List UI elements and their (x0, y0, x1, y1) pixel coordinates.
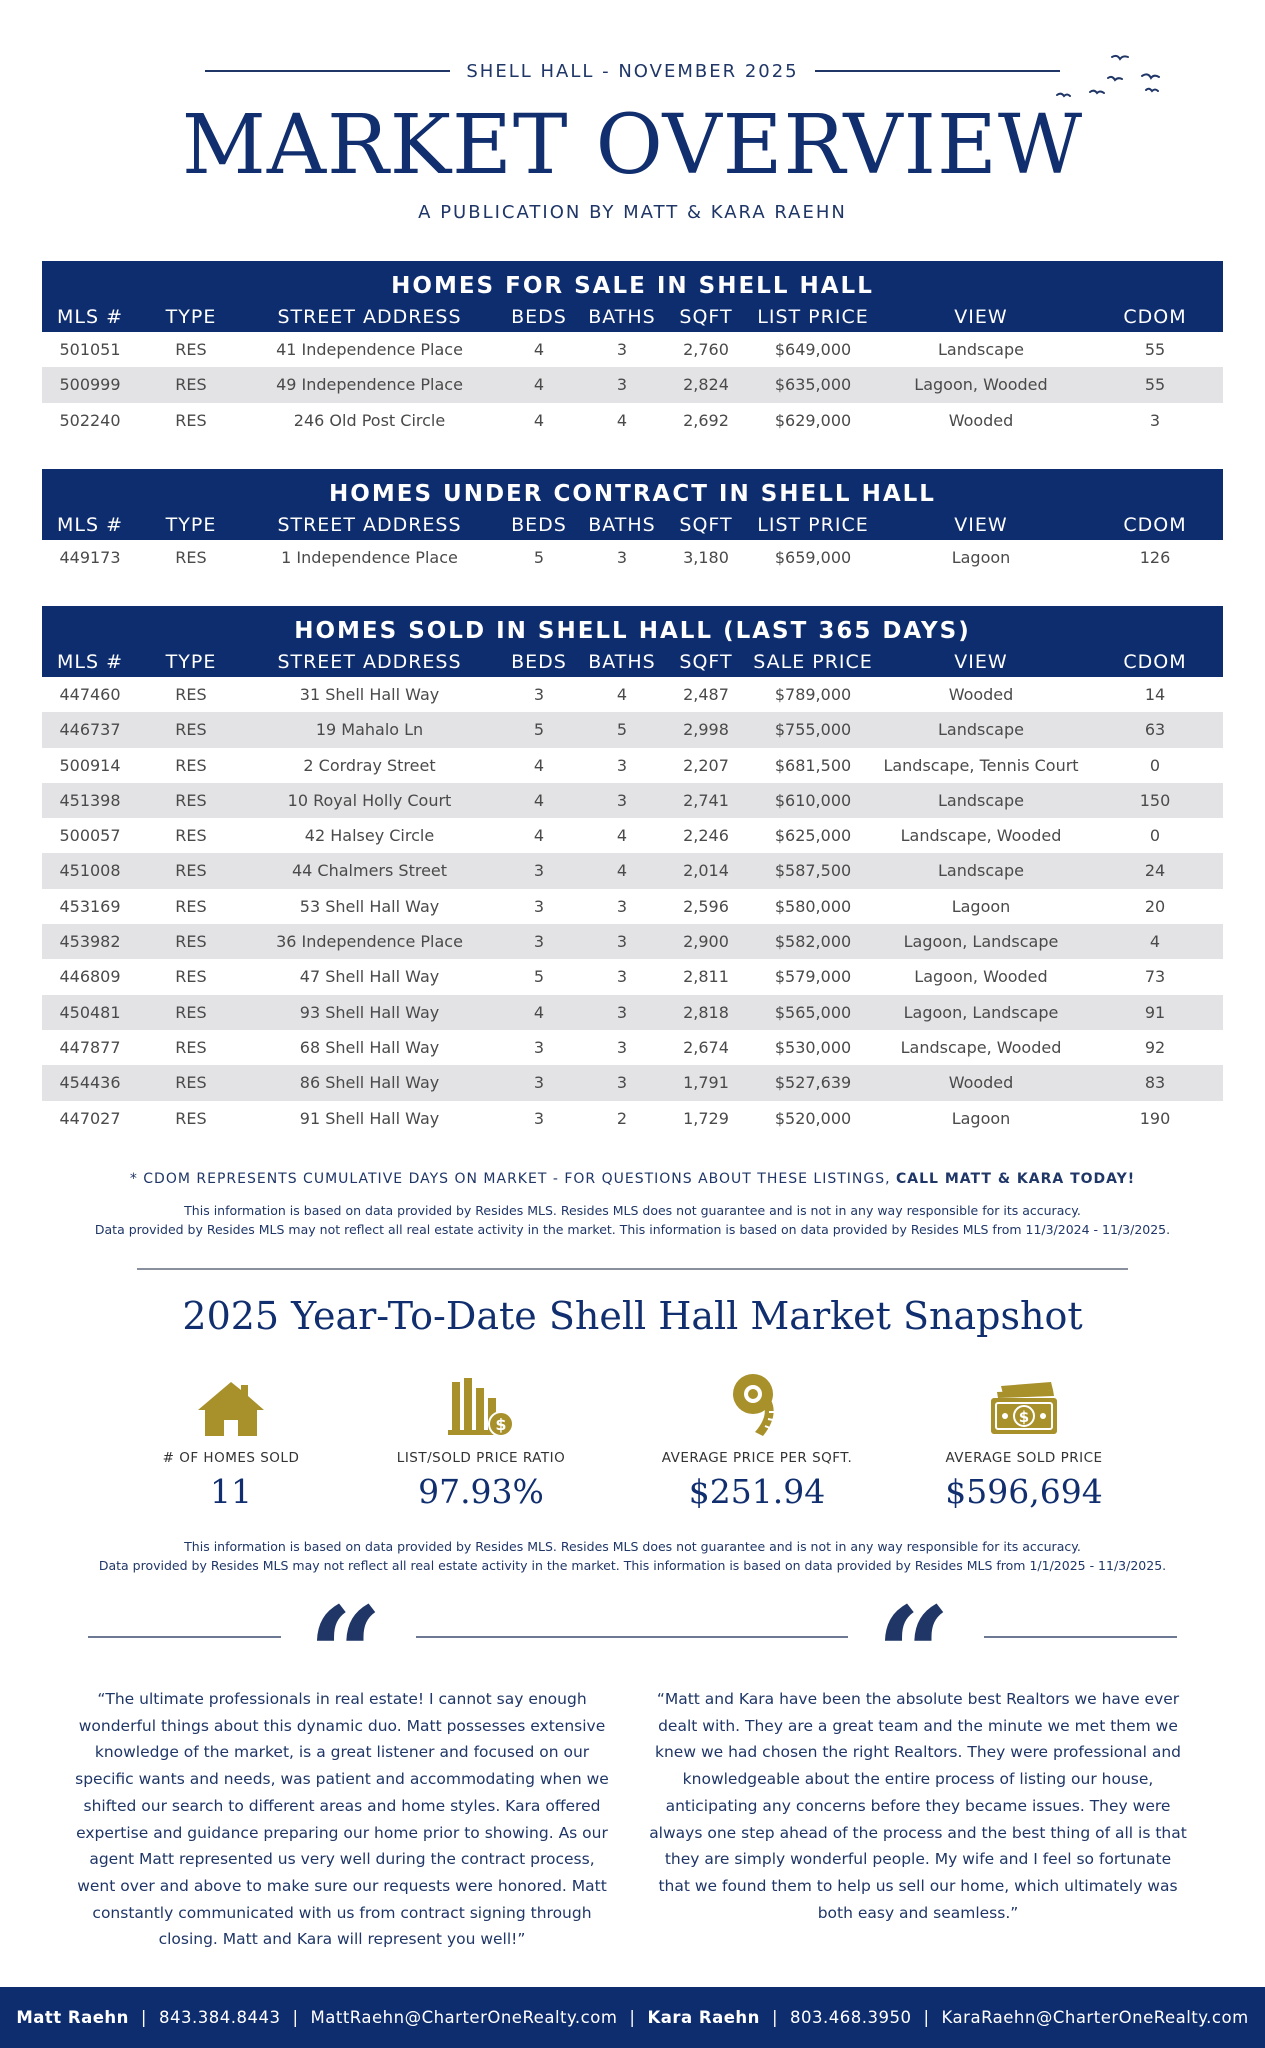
footer-separator: | (292, 2008, 299, 2027)
table-cell: RES (175, 548, 207, 567)
table-cell: 3 (533, 1108, 545, 1128)
table-row (42, 1065, 1223, 1100)
table-cell: $649,000 (774, 340, 852, 359)
page-title: MARKET OVERVIEW (181, 98, 1084, 193)
footer-separator: | (923, 2008, 930, 2027)
column-header: BATHS (588, 651, 656, 673)
stat-label: AVERAGE SOLD PRICE (945, 1450, 1103, 1466)
column-header: TYPE (165, 651, 217, 673)
bar-chart-dollar-icon (446, 1376, 516, 1438)
table-cell: Landscape, Wooded (900, 1037, 1062, 1057)
svg-text:$: $ (495, 1415, 507, 1434)
column-header: SQFT (679, 514, 733, 536)
table-cell: $580,000 (774, 896, 852, 916)
table-cell: 2,900 (683, 932, 729, 952)
table-cell: 447877 (59, 1037, 121, 1057)
table-cell: $565,000 (774, 1002, 852, 1022)
table-row (42, 853, 1223, 888)
quote-mark-icon: “ (876, 1578, 941, 1731)
table-cell: Landscape, Tennis Court (883, 755, 1079, 775)
table-cell: 1,791 (683, 1073, 729, 1093)
table-header (42, 469, 1223, 540)
table-cell: RES (175, 967, 207, 987)
table-cell: 93 Shell Hall Way (299, 1002, 440, 1022)
table-cell: 500999 (59, 375, 121, 395)
table-cell: Lagoon (951, 1108, 1011, 1128)
table-cell: 5 (533, 720, 545, 740)
table-cell: 55 (1144, 375, 1166, 395)
table-cell: 1 Independence Place (281, 548, 458, 567)
table-cell: 83 (1144, 1073, 1166, 1093)
column-header: TYPE (165, 306, 217, 328)
cash-stack-icon (987, 1380, 1061, 1438)
table-cell: 449173 (59, 548, 121, 567)
svg-text:$: $ (1018, 1408, 1030, 1426)
table-cell: $681,500 (774, 755, 852, 775)
disclaimer-line: Data provided by Resides MLS may not reflect all real estate activity in the market. This information is based on data provided by Resides MLS from 1/1/2025 - 11/3/2025. (98, 1558, 1167, 1573)
table-cell: 4 (616, 685, 628, 704)
table-cell: 3 (616, 932, 628, 952)
table-cell: 2,207 (683, 755, 729, 775)
table-cell: 246 Old Post Circle (293, 410, 446, 430)
table-cell: $610,000 (774, 790, 852, 810)
stat-price-ratio (361, 1372, 601, 1511)
table-cell: 31 Shell Hall Way (299, 685, 440, 704)
column-header: BEDS (511, 306, 567, 328)
snapshot-title: 2025 Year-To-Date Shell Hall Market Snapshot (182, 1294, 1083, 1338)
table-cell: 3 (616, 1037, 628, 1057)
table-cell: 10 Royal Holly Court (287, 790, 452, 810)
table-row (42, 924, 1223, 959)
stat-value: $596,694 (945, 1472, 1103, 1511)
column-header: SQFT (679, 306, 733, 328)
column-header: STREET ADDRESS (277, 514, 462, 536)
table-row (42, 540, 1223, 575)
quote-rule (984, 1636, 1177, 1638)
section-divider (137, 1268, 1128, 1270)
column-header: VIEW (954, 514, 1008, 536)
footer-separator: | (629, 2008, 636, 2027)
table-cell: Lagoon, Landscape (903, 932, 1059, 952)
footer-separator: | (771, 2008, 778, 2027)
table-title: HOMES SOLD IN SHELL HALL (LAST 365 DAYS) (294, 618, 971, 644)
table-cell: $629,000 (774, 410, 852, 430)
homes-under-contract-table (42, 469, 1223, 575)
table-cell: 19 Mahalo Ln (315, 720, 424, 740)
column-header: STREET ADDRESS (277, 306, 462, 328)
table-cell: 4 (533, 826, 545, 846)
table-cell: 3 (616, 1002, 628, 1022)
table-cell: 450481 (59, 1002, 121, 1022)
table-cell: 3 (533, 932, 545, 952)
header-kicker: SHELL HALL - NOVEMBER 2025 (466, 61, 799, 82)
table-cell: 2,811 (683, 967, 729, 987)
table-cell: 3 (533, 896, 545, 916)
table-cell: $625,000 (774, 826, 852, 846)
table-cell: 42 Halsey Circle (304, 826, 435, 846)
table-cell: 41 Independence Place (276, 340, 463, 359)
table-cell: 447460 (59, 685, 121, 704)
table-cell: 500914 (59, 755, 121, 775)
table-cell: 24 (1144, 861, 1166, 881)
table-cell: 451008 (59, 861, 121, 881)
table-body (42, 677, 1223, 1136)
table-cell: 4 (616, 410, 628, 430)
table-cell: RES (175, 1073, 207, 1093)
table-cell: 3 (616, 755, 628, 775)
table-cell: 2,741 (683, 790, 729, 810)
column-header: BATHS (588, 514, 656, 536)
table-cell: Landscape (938, 790, 1024, 810)
table-cell: Lagoon, Landscape (903, 1002, 1059, 1022)
column-header: LIST PRICE (757, 514, 869, 536)
table-cell: RES (175, 1108, 207, 1128)
table-title: HOMES FOR SALE IN SHELL HALL (391, 273, 874, 299)
table-cell: 0 (1149, 826, 1161, 846)
table-cell: 446809 (59, 967, 121, 987)
table-cell: Lagoon (951, 548, 1011, 567)
table-cell: $659,000 (774, 548, 852, 567)
column-header: CDOM (1123, 306, 1187, 328)
table-cell: 1,729 (683, 1108, 729, 1128)
homes-sold-table (42, 606, 1223, 1136)
column-header: MLS # (57, 514, 123, 536)
table-row (42, 367, 1223, 402)
table-cell: 3 (533, 1037, 545, 1057)
table-cell: $587,500 (774, 861, 852, 881)
table-cell: Lagoon, Wooded (914, 375, 1048, 395)
table-cell: 500057 (59, 826, 121, 846)
table-cell: RES (175, 896, 207, 916)
table-cell: 5 (533, 967, 545, 987)
table-cell: 3 (1149, 410, 1161, 430)
table-cell: 20 (1144, 896, 1166, 916)
table-cell: 92 (1144, 1037, 1166, 1057)
table-cell: RES (175, 1002, 207, 1022)
table-cell: 3 (616, 896, 628, 916)
table-cell: 453982 (59, 932, 121, 952)
table-cell: 126 (1139, 548, 1171, 567)
table-cell: 190 (1139, 1108, 1171, 1128)
column-header-row (42, 305, 1223, 332)
table-cell: Lagoon (951, 896, 1011, 916)
stat-value: 97.93% (418, 1472, 544, 1511)
agent-phone[interactable]: 843.384.8443 (158, 2008, 281, 2027)
cdom-note-cta: CALL MATT & KARA TODAY! (896, 1171, 1136, 1187)
table-cell: RES (175, 790, 207, 810)
quote-rule (88, 1636, 281, 1638)
table-cell: 91 Shell Hall Way (299, 1108, 440, 1128)
homes-for-sale-table (42, 261, 1223, 438)
table-cell: 4 (533, 340, 545, 359)
table-cell: 49 Independence Place (276, 375, 463, 395)
stat-label: LIST/SOLD PRICE RATIO (396, 1450, 566, 1466)
quote-mark-icon: “ (308, 1578, 373, 1731)
column-header: SALE PRICE (753, 651, 873, 673)
table-row (42, 959, 1223, 994)
table-cell: $582,000 (774, 932, 852, 952)
table-cell: 4 (1149, 932, 1161, 952)
table-cell: 4 (616, 826, 628, 846)
table-cell: RES (175, 340, 207, 359)
table-cell: Wooded (948, 1073, 1014, 1093)
table-cell: RES (175, 861, 207, 881)
table-cell: $579,000 (774, 967, 852, 987)
table-cell: $520,000 (774, 1108, 852, 1128)
table-header (42, 261, 1223, 332)
table-cell: RES (175, 375, 207, 395)
table-cell: 68 Shell Hall Way (299, 1037, 440, 1057)
table-cell: 2,674 (683, 1037, 729, 1057)
column-header: MLS # (57, 651, 123, 673)
table-row (42, 889, 1223, 924)
testimonial-left: “The ultimate professionals in real estate! I cannot say enough wonderful things about this dynamic duo. Matt possesses extensive knowledge of the market, is a great listener and focused on our specific wants and needs, was patient and accommodating when we shifted our search to different areas and home styles. Kara offered expertise and guidance preparing our home prior to showing. As our agent Matt represented us very well during the contract process, went over and above to make sure our requests were honored. Matt constantly communicated with us from contract signing through closing. Matt and Kara will represent you well!” (75, 1690, 609, 1949)
table-cell: 3 (616, 790, 628, 810)
table-cell: 2,596 (683, 896, 729, 916)
stat-value: 11 (210, 1472, 252, 1511)
table-cell: 3 (616, 967, 628, 987)
testimonial-right: “Matt and Kara have been the absolute best Realtors we have ever dealt with. They are a great team and the minute we met them we knew we had chosen the right Realtors. They were professional and knowledgeable about the entire process of listing our house, anticipating any concerns before they became issues. They were always one step ahead of the process and the best thing of all is that they are simply wonderful people. My wife and I feel so fortunate that we found them to help us sell our home, which ultimately was both easy and seamless.” (649, 1690, 1187, 1922)
table-cell: Wooded (948, 410, 1014, 430)
table-cell: 453169 (59, 896, 121, 916)
table-cell: Lagoon, Wooded (914, 967, 1048, 987)
cdom-note (0, 1171, 1265, 1187)
table-cell: 3 (616, 1073, 628, 1093)
footer-separator: | (140, 2008, 147, 2027)
table-cell: 4 (533, 1002, 545, 1022)
table-cell: 36 Independence Place (276, 932, 463, 952)
column-header: VIEW (954, 651, 1008, 673)
table-cell: 86 Shell Hall Way (299, 1073, 440, 1093)
table-cell: 150 (1139, 790, 1171, 810)
birds-icon (1050, 50, 1170, 110)
agent-email[interactable]: MattRaehn@CharterOneRealty.com (310, 2008, 618, 2027)
table-cell: 3 (616, 548, 628, 567)
table-cell: $635,000 (774, 375, 852, 395)
column-header: SQFT (679, 651, 733, 673)
table-cell: 5 (533, 548, 545, 567)
table-cell: 2,014 (683, 861, 729, 881)
table-cell: 454436 (59, 1073, 121, 1093)
disclaimer-listings (0, 1201, 1265, 1239)
stat-value: $251.94 (688, 1472, 826, 1511)
tape-measure-icon (727, 1372, 787, 1438)
table-cell: $789,000 (774, 685, 852, 704)
column-header: BEDS (511, 651, 567, 673)
column-header: BEDS (511, 514, 567, 536)
table-cell: $530,000 (774, 1037, 852, 1057)
table-cell: 73 (1144, 967, 1166, 987)
table-cell: 3 (533, 1073, 545, 1093)
table-cell: 63 (1144, 720, 1166, 740)
agent-phone[interactable]: 803.468.3950 (790, 2008, 912, 2027)
column-header: CDOM (1123, 651, 1187, 673)
column-header-row (42, 513, 1223, 540)
column-header: MLS # (57, 306, 123, 328)
table-cell: 2,824 (683, 375, 729, 395)
table-cell: 4 (533, 755, 545, 775)
table-cell: Landscape (938, 861, 1024, 881)
column-header: STREET ADDRESS (277, 651, 462, 673)
table-cell: 2,487 (683, 685, 729, 704)
table-cell: 4 (533, 375, 545, 395)
column-header: BATHS (588, 306, 656, 328)
table-row (42, 712, 1223, 747)
table-cell: Wooded (948, 685, 1014, 704)
stat-label: # OF HOMES SOLD (162, 1450, 300, 1466)
table-cell: 2,818 (683, 1002, 729, 1022)
table-cell: 53 Shell Hall Way (299, 896, 440, 916)
table-cell: 3 (533, 861, 545, 881)
table-row (42, 677, 1223, 712)
table-cell: 447027 (59, 1108, 121, 1128)
stat-homes-sold (111, 1372, 351, 1511)
table-cell: RES (175, 720, 207, 740)
table-cell: 0 (1149, 755, 1161, 775)
table-row (42, 1101, 1223, 1136)
table-cell: 502240 (59, 410, 121, 430)
table-cell: Landscape (938, 340, 1024, 359)
table-cell: 2,246 (683, 826, 729, 846)
table-body (42, 332, 1223, 438)
table-cell: 5 (616, 720, 628, 740)
table-row (42, 332, 1223, 367)
table-cell: 3 (533, 685, 545, 704)
table-cell: 4 (616, 861, 628, 881)
table-cell: RES (175, 826, 207, 846)
agent-name: Matt Raehn (16, 2008, 129, 2027)
table-cell: 2 (616, 1108, 628, 1128)
table-cell: 2,998 (683, 720, 729, 740)
quote-rule (416, 1636, 848, 1638)
column-header: VIEW (954, 306, 1008, 328)
table-cell: RES (175, 685, 207, 704)
table-cell: RES (175, 410, 207, 430)
disclaimer-line: This information is based on data provided by Resides MLS. Resides MLS does not guarantee and is not in any way responsible for its accuracy. (184, 1203, 1081, 1218)
table-cell: 501051 (59, 340, 121, 359)
table-cell: 451398 (59, 790, 121, 810)
table-row (42, 783, 1223, 818)
table-row (42, 403, 1223, 438)
column-header: TYPE (165, 514, 217, 536)
stat-price-per-sqft (637, 1372, 877, 1511)
table-cell: 2,760 (683, 340, 729, 359)
agent-name: Kara Raehn (647, 2008, 760, 2027)
agent-email[interactable]: KaraRaehn@CharterOneRealty.com (941, 2008, 1249, 2027)
table-cell: 47 Shell Hall Way (299, 967, 440, 987)
table-cell: 91 (1144, 1002, 1166, 1022)
table-cell: 4 (533, 790, 545, 810)
disclaimer-snapshot (0, 1537, 1265, 1575)
table-cell: 446737 (59, 720, 121, 740)
column-header: LIST PRICE (757, 306, 869, 328)
table-cell: RES (175, 755, 207, 775)
column-header-row (42, 650, 1223, 677)
table-row (42, 748, 1223, 783)
cdom-note-text: * CDOM REPRESENTS CUMULATIVE DAYS ON MARKET - FOR QUESTIONS ABOUT THESE LISTINGS, (129, 1171, 897, 1187)
table-title: HOMES UNDER CONTRACT IN SHELL HALL (329, 481, 936, 507)
column-header: CDOM (1123, 514, 1187, 536)
table-cell: 44 Chalmers Street (291, 861, 448, 881)
table-row (42, 818, 1223, 853)
table-header (42, 606, 1223, 677)
table-cell: $755,000 (774, 720, 852, 740)
table-cell: 3,180 (683, 548, 729, 567)
disclaimer-line: Data provided by Resides MLS may not reflect all real estate activity in the market. This information is based on data provided by Resides MLS from 11/3/2024 - 11/3/2025. (94, 1222, 1171, 1237)
table-row (42, 995, 1223, 1030)
table-cell: RES (175, 1037, 207, 1057)
table-cell: 4 (533, 410, 545, 430)
table-cell: Landscape, Wooded (900, 826, 1062, 846)
table-cell: Landscape (938, 720, 1024, 740)
table-body (42, 540, 1223, 575)
disclaimer-line: This information is based on data provided by Resides MLS. Resides MLS does not guarantee and is not in any way responsible for its accuracy. (184, 1539, 1081, 1554)
stat-label: AVERAGE PRICE PER SQFT. (661, 1450, 853, 1466)
contact-footer (0, 1987, 1265, 2048)
house-icon (196, 1380, 266, 1438)
table-cell: 2 Cordray Street (303, 755, 436, 775)
table-cell: $527,639 (774, 1073, 852, 1093)
table-cell: 14 (1144, 685, 1166, 704)
table-cell: 3 (616, 375, 628, 395)
table-cell: 55 (1144, 340, 1166, 359)
stat-avg-sold-price (904, 1372, 1144, 1511)
table-cell: RES (175, 932, 207, 952)
page-subtitle: A PUBLICATION BY MATT & KARA RAEHN (418, 202, 847, 223)
table-cell: 3 (616, 340, 628, 359)
table-cell: 2,692 (683, 410, 729, 430)
table-row (42, 1030, 1223, 1065)
